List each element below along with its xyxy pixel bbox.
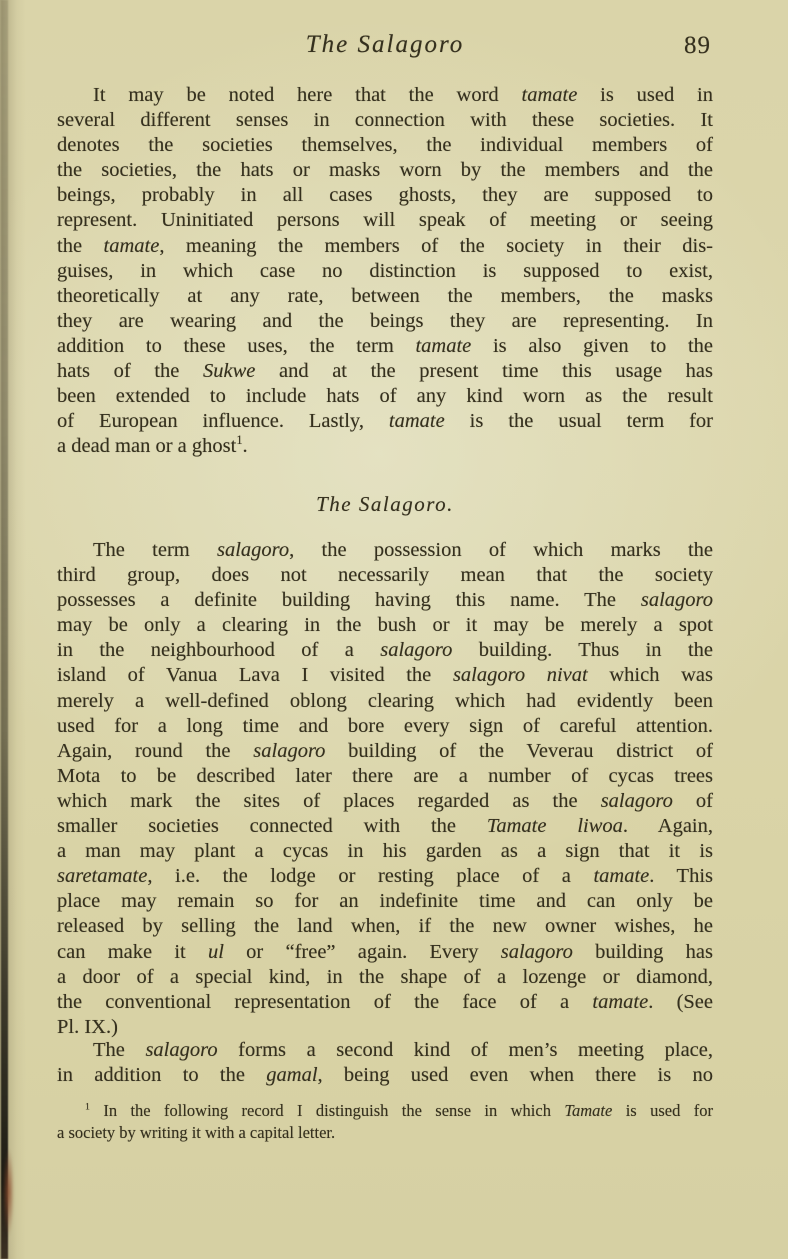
text-run: building has — [572, 940, 714, 963]
text-line — [57, 739, 713, 764]
binding-edge-rust-spot — [3, 1148, 14, 1236]
text-line — [57, 259, 713, 284]
text-line — [57, 940, 713, 965]
text-line — [57, 83, 713, 108]
text-run: the — [57, 234, 104, 257]
text-line — [57, 208, 713, 233]
text-run: is the usual term for — [444, 410, 714, 433]
text-line — [57, 359, 713, 384]
italic-term: tamate — [388, 410, 445, 433]
footnote-reference: 1 — [85, 1101, 90, 1113]
text-run: . — [242, 435, 248, 458]
text-run: building of the Veverau district of — [325, 739, 713, 762]
text-run: or “free” again. Every — [223, 940, 501, 963]
text-line — [57, 1015, 713, 1040]
text-run: theoretically at any rate, between the members, the masks — [57, 284, 713, 307]
text-run: island of Vanua Lava I visited the — [57, 664, 453, 687]
running-header — [57, 31, 713, 65]
italic-term: tamate — [521, 84, 578, 106]
paragraph-salagoro-meeting-place — [57, 1038, 713, 1088]
text-run: hats of the — [57, 360, 203, 383]
text-run: is used for — [612, 1101, 713, 1120]
text-run: smaller societies connected with the — [57, 815, 487, 838]
text-run: several different senses in connection with these societies. It — [57, 109, 713, 132]
footnote — [57, 1100, 713, 1144]
text-line — [57, 1100, 713, 1122]
text-line — [57, 538, 713, 563]
text-run: Pl. IX.) — [57, 1015, 118, 1038]
text-line — [57, 1063, 713, 1088]
italic-term: salagoro — [600, 789, 673, 812]
text-run: guises, in which case no distinction is supposed to exist, — [57, 259, 713, 282]
italic-term: Sukwe — [203, 360, 256, 383]
text-line — [57, 234, 713, 259]
italic-term: salagoro — [217, 539, 290, 561]
text-run: a door of a special kind, in the shape of a lozenge or diamond, — [57, 965, 713, 988]
text-run: beings, probably in all cases ghosts, they are supposed to — [57, 184, 713, 207]
text-run: building. Thus in the — [452, 639, 713, 662]
text-line — [57, 638, 713, 663]
text-line — [57, 714, 713, 739]
text-run: addition to these uses, the term — [57, 334, 416, 357]
text-run: is used in — [577, 84, 713, 106]
italic-term: tamate — [103, 234, 160, 257]
text-line — [57, 158, 713, 183]
text-run: a man may plant a cycas in his garden as a sign that it is — [57, 840, 713, 863]
paragraph-salagoro-term — [57, 538, 713, 1040]
text-run: which mark the sites of places regarded as the — [57, 789, 601, 812]
text-run: used for a long time and bore every sign of careful attention. — [57, 714, 713, 737]
text-line — [57, 839, 713, 864]
text-run: The term — [93, 539, 217, 561]
text-run: may be only a clearing in the bush or it may be merely a spot — [57, 614, 713, 637]
text-line — [57, 563, 713, 588]
binding-edge-dark-strip — [1, 0, 8, 1259]
italic-term: ul — [207, 940, 224, 963]
italic-term: saretamate — [57, 865, 148, 888]
text-run: The — [93, 1039, 146, 1061]
running-header-title: The Salagoro — [305, 31, 465, 58]
text-run: Mota to be described later there are a number of cycas trees — [57, 764, 713, 787]
text-line — [57, 588, 713, 613]
text-line — [57, 334, 713, 359]
text-line — [57, 384, 713, 409]
text-run: possesses a definite building having this name. The — [57, 589, 641, 612]
text-line — [57, 613, 713, 638]
text-run: can make it — [57, 940, 208, 963]
italic-term: salagoro — [640, 589, 713, 612]
italic-term: tamate — [593, 865, 650, 888]
text-run: . Again, — [622, 815, 714, 838]
italic-term: salagoro — [253, 739, 326, 762]
text-run: which was — [587, 664, 713, 687]
text-run: the societies, the hats or masks worn by the members and the — [57, 159, 713, 182]
text-run: in the neighbourhood of a — [57, 639, 381, 662]
text-run: they are wearing and the beings they are representing. In — [57, 309, 713, 332]
italic-term: salagoro nivat — [452, 664, 588, 687]
text-run: and at the present time this usage has — [255, 360, 713, 383]
text-run: Again, round the — [57, 739, 254, 762]
text-line — [57, 990, 713, 1015]
text-run: of European influence. Lastly, — [57, 410, 389, 433]
text-run: of — [672, 789, 714, 812]
footnote-reference: 1 — [236, 433, 243, 448]
text-line — [57, 434, 713, 459]
text-run: denotes the societies themselves, the individual members of — [57, 134, 713, 157]
text-run: , being used even when there is no — [317, 1064, 713, 1087]
section-heading: The Salagoro. — [316, 492, 454, 516]
text-run: In the following record I distinguish the sense in which — [89, 1101, 565, 1120]
italic-term: salagoro — [145, 1039, 218, 1061]
text-run: is also given to the — [471, 334, 713, 357]
text-line — [57, 409, 713, 434]
text-run: merely a well-defined oblong clearing which had evidently been — [57, 689, 713, 712]
text-line — [57, 284, 713, 309]
text-line — [57, 889, 713, 914]
text-run: third group, does not necessarily mean that the society — [57, 564, 713, 587]
text-run: forms a second kind of men’s meeting place, — [217, 1039, 713, 1061]
paragraph-tamate-senses — [57, 83, 713, 459]
text-run: been extended to include hats of any kind worn as the result — [57, 385, 713, 408]
italic-term: tamate — [592, 990, 649, 1013]
binding-edge-shadow — [0, 0, 26, 1259]
text-line — [57, 663, 713, 688]
text-line — [57, 309, 713, 334]
text-line — [57, 183, 713, 208]
text-line — [57, 814, 713, 839]
italic-term: Tamate liwoa — [486, 815, 623, 838]
text-run: It may be noted here that the word — [93, 84, 522, 106]
italic-term: gamal — [266, 1064, 318, 1087]
text-run: a society by writing it with a capital letter. — [57, 1123, 336, 1142]
text-line — [57, 764, 713, 789]
text-line — [57, 965, 713, 990]
italic-term: salagoro — [380, 639, 453, 662]
text-run: , the possession of which marks the — [289, 539, 713, 561]
text-line — [57, 108, 713, 133]
text-run: . (See — [648, 990, 713, 1013]
italic-term: tamate — [415, 334, 472, 357]
text-run: in addition to the — [57, 1064, 267, 1087]
text-line — [57, 1122, 713, 1144]
text-run: represent. Uninitiated persons will speak of meeting or seeing — [57, 209, 713, 232]
text-run: , i.e. the lodge or resting place of a — [147, 865, 594, 888]
text-run: , meaning the members of the society in their dis- — [159, 234, 713, 257]
italic-term: Tamate — [564, 1101, 613, 1120]
text-line — [57, 789, 713, 814]
text-run: released by selling the land when, if the new owner wishes, he — [57, 915, 713, 938]
page-number: 89 — [684, 32, 711, 59]
text-run: place may remain so for an indefinite time and can only be — [57, 890, 713, 913]
text-line — [57, 689, 713, 714]
text-run: the conventional representation of the face of a — [57, 990, 593, 1013]
text-line — [57, 864, 713, 889]
text-run: . This — [649, 865, 713, 888]
text-line — [57, 1038, 713, 1063]
text-line — [57, 133, 713, 158]
italic-term: salagoro — [500, 940, 573, 963]
text-run: a dead man or a ghost — [57, 435, 237, 458]
text-line — [57, 914, 713, 939]
